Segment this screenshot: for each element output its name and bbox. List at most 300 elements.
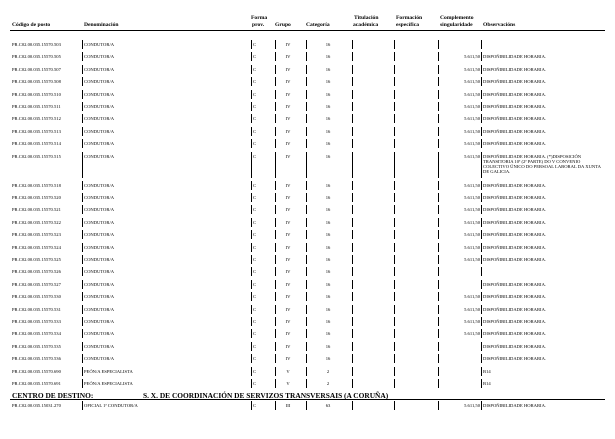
cell-forma: C: [253, 141, 257, 147]
column-separator: [275, 52, 276, 61]
cell-categoria: 16: [325, 343, 331, 349]
cell-forma: C: [253, 306, 257, 312]
cell-forma: C: [253, 356, 257, 362]
cell-observacions: DISPOÑIBILIDADE HORARIA.: [483, 403, 547, 408]
cell-grupo: IV: [285, 79, 291, 85]
cell-codigo: PR.C02.00.035.15570.526: [12, 269, 61, 275]
cell-codigo: PR.C02.00.035.15570.505: [12, 54, 61, 60]
cell-forma: C: [253, 257, 257, 262]
cell-forma: C: [253, 128, 257, 134]
column-separator: [352, 181, 353, 190]
column-separator: [251, 243, 252, 252]
cell-categoria: 16: [325, 42, 331, 47]
column-separator: [275, 255, 276, 264]
column-separator: [394, 139, 395, 148]
column-separator: [82, 243, 83, 252]
cell-categoria: 16: [325, 195, 331, 200]
cell-categoria: 16: [325, 116, 331, 122]
header-formacion-line2: específica: [396, 22, 419, 28]
column-separator: [82, 65, 83, 74]
cell-categoria: 63: [325, 403, 331, 408]
cell-grupo: IV: [285, 356, 291, 362]
column-separator: [306, 267, 307, 276]
column-separator: [394, 267, 395, 276]
cell-forma: C: [253, 232, 257, 238]
column-separator: [275, 317, 276, 326]
column-separator: [352, 379, 353, 388]
cell-denominacion: CONDUTOR/A: [84, 343, 115, 349]
cell-observacions: DISPOÑIBILIDADE HORARIA.: [483, 294, 547, 300]
column-separator: [306, 152, 307, 178]
header-complemento-line2: singularidade: [440, 22, 473, 28]
column-separator: [394, 52, 395, 61]
column-separator: [251, 40, 252, 49]
column-separator: [481, 367, 482, 376]
column-separator: [251, 77, 252, 86]
cell-codigo: PR.C02.00.035.15570.503: [12, 42, 61, 47]
column-separator: [306, 354, 307, 363]
column-separator: [306, 65, 307, 74]
column-separator: [82, 139, 83, 148]
column-separator: [82, 379, 83, 388]
column-separator: [394, 230, 395, 239]
cell-observacions: DISPOÑIBILIDADE HORARIA.: [483, 182, 547, 188]
column-separator: [82, 52, 83, 61]
cell-codigo: PR.C02.00.035.15570.510: [12, 91, 61, 97]
column-separator: [352, 401, 353, 410]
column-separator: [438, 77, 439, 86]
column-separator: [394, 367, 395, 376]
column-separator: [82, 218, 83, 227]
column-separator: [394, 218, 395, 227]
column-separator: [481, 65, 482, 74]
header-observacions: Observacións: [483, 22, 516, 28]
column-separator: [438, 65, 439, 74]
cell-observacions: DISPOÑIBILIDADE HORARIA.: [483, 116, 547, 122]
column-separator: [352, 317, 353, 326]
cell-observacions: DISPOÑIBILIDADE HORARIA.: [483, 195, 547, 200]
cell-observacions: DISPOÑIBILIDADE HORARIA.: [483, 91, 547, 97]
cell-codigo: PR.C02.00.035.15570.518: [12, 182, 61, 188]
column-separator: [352, 367, 353, 376]
column-separator: [352, 90, 353, 99]
cell-observacions: DISPOÑIBILIDADE HORARIA.: [483, 141, 547, 147]
column-separator: [438, 401, 439, 410]
column-separator: [438, 255, 439, 264]
cell-grupo: IV: [285, 294, 291, 300]
cell-grupo: IV: [285, 269, 291, 275]
column-separator: [394, 280, 395, 289]
column-separator: [251, 65, 252, 74]
column-separator: [481, 230, 482, 239]
column-separator: [438, 280, 439, 289]
cell-forma: C: [253, 269, 257, 275]
column-separator: [82, 40, 83, 49]
column-separator: [251, 127, 252, 136]
cell-complemento: 5.611,50: [464, 182, 480, 188]
column-separator: [394, 317, 395, 326]
column-separator: [394, 292, 395, 301]
cell-observacions: DISPOÑIBILIDADE HORARIA.: [483, 306, 547, 312]
cell-denominacion: CONDUTOR/A: [84, 269, 115, 275]
header-forma-line1: Forma: [251, 15, 268, 21]
column-separator: [82, 329, 83, 338]
column-separator: [394, 90, 395, 99]
column-separator: [251, 267, 252, 276]
cell-grupo: IV: [285, 141, 291, 147]
cell-observacions: DISPOÑIBILIDADE HORARIA.: [483, 79, 547, 85]
cell-grupo: IV: [285, 66, 291, 72]
cell-grupo: IV: [285, 281, 291, 287]
cell-denominacion: CONDUTOR/A: [84, 54, 115, 60]
column-separator: [82, 152, 83, 178]
column-separator: [438, 243, 439, 252]
cell-codigo: PR.C02.00.035.15570.523: [12, 232, 61, 238]
cell-grupo: IV: [285, 331, 291, 337]
column-separator: [306, 114, 307, 123]
column-separator: [481, 379, 482, 388]
column-separator: [394, 102, 395, 111]
cell-forma: C: [253, 343, 257, 349]
header-denominacion: Denominación: [84, 22, 119, 28]
column-separator: [481, 342, 482, 351]
column-separator: [352, 354, 353, 363]
cell-grupo: IV: [285, 182, 291, 188]
column-separator: [394, 127, 395, 136]
column-separator: [275, 342, 276, 351]
column-separator: [275, 65, 276, 74]
cell-categoria: 16: [325, 257, 331, 262]
cell-denominacion: CONDUTOR/A: [84, 104, 115, 109]
cell-complemento: 5.611,50: [464, 128, 480, 134]
cell-grupo: IV: [285, 306, 291, 312]
header-titulacion-line1: Titulación: [354, 15, 379, 21]
cell-grupo: IV: [285, 104, 291, 109]
cell-forma: C: [253, 319, 257, 324]
cell-grupo: IV: [285, 244, 291, 250]
cell-codigo: PR.C02.00.035.15570.520: [12, 195, 61, 200]
cell-categoria: 16: [325, 91, 331, 97]
cell-grupo: IV: [285, 232, 291, 238]
cell-complemento: 5.611,50: [464, 195, 480, 200]
cell-grupo: IV: [285, 343, 291, 349]
cell-complemento: 5.611,50: [464, 116, 480, 122]
column-separator: [306, 280, 307, 289]
cell-grupo: V: [286, 381, 290, 386]
cell-observacions: DISPOÑIBILIDADE HORARIA.: [483, 207, 547, 213]
column-separator: [306, 102, 307, 111]
cell-denominacion: CONDUTOR/A: [84, 232, 115, 238]
column-separator: [352, 52, 353, 61]
column-separator: [394, 181, 395, 190]
cell-codigo: PR.C02.00.035.15570.508: [12, 79, 61, 85]
column-separator: [438, 218, 439, 227]
cell-categoria: 16: [325, 207, 331, 213]
cell-denominacion: CONDUTOR/A: [84, 219, 115, 225]
cell-forma: C: [253, 294, 257, 300]
header-codigo: Código de posto: [12, 22, 51, 28]
column-separator: [82, 367, 83, 376]
cell-denominacion: CONDUTOR/A: [84, 141, 115, 147]
cell-codigo: PR.C02.00.035.15570.521: [12, 207, 61, 213]
column-separator: [82, 77, 83, 86]
column-separator: [481, 102, 482, 111]
column-separator: [438, 40, 439, 49]
column-separator: [394, 379, 395, 388]
cell-categoria: 16: [325, 232, 331, 238]
column-separator: [82, 127, 83, 136]
column-separator: [275, 40, 276, 49]
cell-codigo: PR.C02.00.035.15570.531: [12, 306, 61, 312]
column-separator: [438, 152, 439, 178]
cell-complemento: 5.611,50: [464, 104, 480, 109]
column-separator: [352, 267, 353, 276]
cell-denominacion: CONDUTOR/A: [84, 182, 115, 188]
cell-complemento: 5.611,50: [464, 54, 480, 60]
column-separator: [481, 152, 482, 178]
cell-forma: C: [253, 281, 257, 287]
cell-denominacion: CONDUTOR/A: [84, 257, 115, 262]
cell-observacions: DISPOÑIBILIDADE HORARIA.: [483, 257, 547, 262]
column-separator: [275, 127, 276, 136]
column-separator: [82, 181, 83, 190]
cell-denominacion: CONDUTOR/A: [84, 306, 115, 312]
cell-forma: C: [253, 104, 257, 109]
column-separator: [275, 139, 276, 148]
column-separator: [438, 230, 439, 239]
cell-complemento: 5.611,50: [464, 232, 480, 238]
column-separator: [306, 139, 307, 148]
column-separator: [82, 193, 83, 202]
column-separator: [82, 354, 83, 363]
cell-categoria: 16: [325, 319, 331, 324]
column-separator: [394, 305, 395, 314]
column-separator: [251, 379, 252, 388]
cell-denominacion: CONDUTOR/A: [84, 319, 115, 324]
cell-forma: C: [253, 79, 257, 85]
header-categoria: Categoría: [306, 22, 330, 28]
cell-grupo: IV: [285, 153, 291, 159]
cell-denominacion: CONDUTOR/A: [84, 195, 115, 200]
cell-forma: C: [253, 195, 257, 200]
cell-denominacion: CONDUTOR/A: [84, 244, 115, 250]
column-separator: [352, 40, 353, 49]
cell-observacions: DISPOÑIBILIDADE HORARIA.: [483, 128, 547, 134]
column-separator: [394, 65, 395, 74]
column-separator: [352, 243, 353, 252]
cell-categoria: 16: [325, 141, 331, 147]
column-separator: [306, 342, 307, 351]
column-separator: [251, 342, 252, 351]
cell-denominacion: OFICIAL 1ª CONDUTOR/A: [84, 403, 138, 408]
column-separator: [251, 305, 252, 314]
cell-forma: C: [253, 91, 257, 97]
column-separator: [306, 127, 307, 136]
cell-grupo: IV: [285, 91, 291, 97]
column-separator: [481, 114, 482, 123]
cell-denominacion: CONDUTOR/A: [84, 66, 115, 72]
column-separator: [275, 354, 276, 363]
column-separator: [251, 230, 252, 239]
column-separator: [251, 255, 252, 264]
cell-denominacion: CONDUTOR/A: [84, 281, 115, 287]
cell-codigo: PR.C02.00.035.15031.270: [12, 403, 61, 408]
column-separator: [481, 193, 482, 202]
column-separator: [306, 52, 307, 61]
cell-denominacion: CONDUTOR/A: [84, 91, 115, 97]
cell-observacions: DISPOÑIBILIDADE HORARIA.: [483, 232, 547, 238]
cell-observacions: B14: [483, 381, 491, 386]
column-separator: [481, 139, 482, 148]
cell-observacions: DISPOÑIBILIDADE HORARIA.: [483, 54, 547, 60]
header-forma-line2: prov.: [252, 22, 265, 28]
cell-forma: C: [253, 207, 257, 213]
cell-codigo: PR.C02.00.035.15570.514: [12, 141, 61, 147]
column-separator: [82, 114, 83, 123]
column-separator: [394, 205, 395, 214]
cell-denominacion: CONDUTOR/A: [84, 153, 115, 159]
column-separator: [82, 305, 83, 314]
column-separator: [438, 329, 439, 338]
cell-observacions: DISPOÑIBILIDADE HORARIA.: [483, 319, 547, 324]
column-separator: [481, 267, 482, 276]
column-separator: [352, 292, 353, 301]
column-separator: [306, 243, 307, 252]
cell-denominacion: PEÓN/A ESPECIALISTA: [84, 381, 133, 386]
cell-complemento: 5.611,50: [464, 403, 480, 408]
cell-observacions: DISPOÑIBILIDADE HORARIA.: [483, 244, 547, 250]
column-separator: [275, 193, 276, 202]
column-separator: [481, 354, 482, 363]
cell-categoria: 16: [325, 356, 331, 362]
cell-denominacion: CONDUTOR/A: [84, 331, 115, 337]
centro-label: CENTRO DE DESTINO:: [12, 391, 94, 400]
cell-grupo: IV: [285, 319, 291, 324]
cell-forma: C: [253, 42, 257, 47]
column-separator: [251, 152, 252, 178]
cell-observacions: B14: [483, 368, 491, 374]
cell-forma: C: [253, 381, 257, 386]
cell-categoria: 16: [325, 281, 331, 287]
column-separator: [82, 90, 83, 99]
column-separator: [82, 230, 83, 239]
cell-complemento: 5.611,50: [464, 244, 480, 250]
column-separator: [275, 205, 276, 214]
cell-codigo: PR.C02.00.035.15570.527: [12, 281, 61, 287]
column-separator: [352, 342, 353, 351]
column-separator: [438, 317, 439, 326]
cell-observacions: DISPOÑIBILIDADE HORARIA.: [483, 281, 547, 287]
column-separator: [275, 292, 276, 301]
cell-codigo: PR.C02.00.035.15570.533: [12, 319, 61, 324]
cell-categoria: 16: [325, 128, 331, 134]
column-separator: [275, 77, 276, 86]
column-separator: [438, 114, 439, 123]
column-separator: [306, 305, 307, 314]
column-separator: [306, 255, 307, 264]
column-separator: [306, 292, 307, 301]
column-separator: [481, 292, 482, 301]
column-separator: [394, 114, 395, 123]
column-separator: [306, 193, 307, 202]
cell-complemento: 5.611,50: [464, 66, 480, 72]
column-separator: [251, 90, 252, 99]
cell-grupo: IV: [285, 54, 291, 60]
column-separator: [306, 90, 307, 99]
cell-categoria: 16: [325, 153, 331, 159]
cell-codigo: PR.C02.00.035.15570.530: [12, 294, 61, 300]
column-separator: [251, 102, 252, 111]
cell-complemento: 5.611,50: [464, 207, 480, 213]
cell-codigo: PR.C02.00.035.15570.513: [12, 128, 61, 134]
column-separator: [438, 305, 439, 314]
cell-denominacion: CONDUTOR/A: [84, 42, 115, 47]
column-separator: [481, 280, 482, 289]
cell-observacions: DISPOÑIBILIDADE HORARIA.: [483, 66, 547, 72]
cell-categoria: 16: [325, 66, 331, 72]
column-separator: [394, 329, 395, 338]
centro-rule: [10, 399, 605, 400]
column-separator: [481, 52, 482, 61]
cell-categoria: 16: [325, 294, 331, 300]
column-separator: [306, 401, 307, 410]
column-separator: [275, 401, 276, 410]
column-separator: [394, 40, 395, 49]
column-separator: [275, 230, 276, 239]
column-separator: [438, 102, 439, 111]
cell-categoria: 16: [325, 244, 331, 250]
cell-complemento: 5.611,50: [464, 319, 480, 324]
cell-forma: C: [253, 66, 257, 72]
column-separator: [481, 305, 482, 314]
header-complemento-line1: Complemento: [440, 15, 474, 21]
column-separator: [306, 77, 307, 86]
cell-complemento: 5.611,50: [464, 153, 480, 159]
column-separator: [82, 292, 83, 301]
column-separator: [275, 280, 276, 289]
cell-observacions: DISPOÑIBILIDADE HORARIA. (*)DISPOSICIÓN TRANSITORIA 10ª (2ª PARTE) DO V CONVENIO COLECTIVO ÚNICO DO PERSOAL LABORAL DA XUNTA DE GALICIA.: [483, 153, 601, 175]
column-separator: [352, 280, 353, 289]
column-separator: [275, 102, 276, 111]
cell-grupo: IV: [285, 116, 291, 122]
column-separator: [251, 329, 252, 338]
cell-codigo: PR.C02.00.035.15570.515: [12, 153, 61, 159]
cell-categoria: 16: [325, 79, 331, 85]
column-separator: [481, 329, 482, 338]
column-separator: [481, 90, 482, 99]
column-separator: [251, 317, 252, 326]
cell-observacions: DISPOÑIBILIDADE HORARIA.: [483, 331, 547, 337]
cell-categoria: 16: [325, 219, 331, 225]
cell-denominacion: CONDUTOR/A: [84, 207, 115, 213]
cell-forma: C: [253, 244, 257, 250]
cell-forma: C: [253, 54, 257, 60]
column-separator: [82, 255, 83, 264]
cell-codigo: PR.C02.00.035.15570.524: [12, 244, 61, 250]
cell-categoria: 16: [325, 306, 331, 312]
cell-codigo: PR.C02.00.035.15570.522: [12, 219, 61, 225]
column-separator: [352, 102, 353, 111]
cell-grupo: IV: [285, 219, 291, 225]
column-separator: [251, 280, 252, 289]
header-rule: [10, 30, 605, 31]
column-separator: [481, 181, 482, 190]
column-separator: [438, 267, 439, 276]
column-separator: [481, 218, 482, 227]
column-separator: [251, 354, 252, 363]
header-titulacion-line2: académica: [353, 22, 379, 28]
column-separator: [352, 65, 353, 74]
